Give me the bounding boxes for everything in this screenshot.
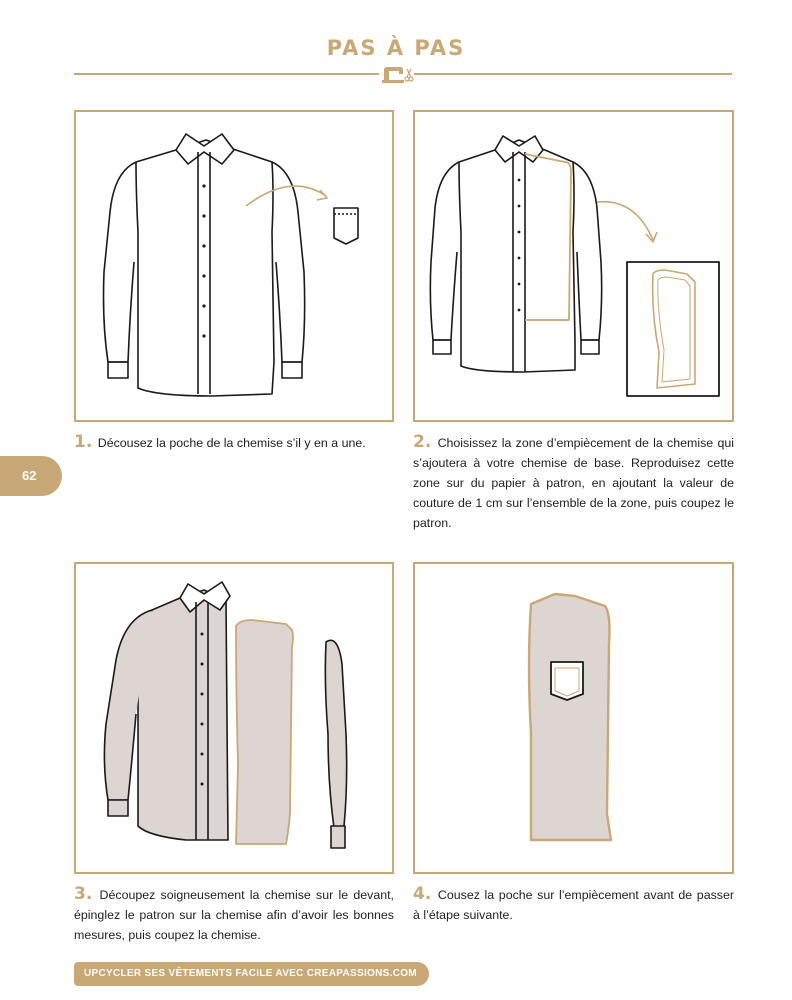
step-text: Choisissez la zone d’empiècement de la chemise qui s’ajoutera à votre chemise de base. Reproduisez cette zone sur du papier à patron, en ajoutant la valeur de couture de 1 cm sur l’ensemble de la zone, puis coupez le patron. [413,436,734,530]
footer-banner: UPCYCLER SES VÊTEMENTS FACILE AVEC CREAPASSIONS.COM [74,962,429,986]
step-number: 4. [413,884,432,904]
title-rule-right [414,73,732,75]
sewing-machine-icon [380,62,414,84]
step-3 [74,884,394,945]
step-text: Décousez la poche de la chemise s’il y en a une. [97,436,366,450]
shirt-drawing [430,136,601,372]
cut-shirt-drawing [104,582,230,840]
shirt-drawing [104,134,305,396]
step-text: Découpez soigneusement la chemise sur le devant, épinglez le patron sur la chemise afin d’avoir les bonnes mesures, puis coupez la chemise. [74,888,394,942]
yoke-with-pocket [529,594,611,840]
illustration-step-2 [413,110,734,422]
step-4 [413,884,734,925]
pattern-frame [627,262,719,396]
step-number: 1. [74,432,93,452]
page-title: PAS À PAS [326,36,466,60]
illustration-step-3 [74,562,394,874]
arrow-icon [597,202,653,240]
title-rule-left [74,73,379,75]
step-2 [413,432,734,533]
step-number: 2. [413,432,432,452]
illustration-step-1 [74,110,394,422]
step-1 [74,432,394,453]
page-number-tab: 62 [0,456,62,496]
step-number: 3. [74,884,93,904]
sleeve-drawing [325,640,346,828]
pattern-piece [653,270,695,388]
scissors-icon [405,69,413,81]
step-text: Cousez la poche sur l’empiècement avant de passer à l’étape suivante. [413,888,734,922]
illustration-step-4 [413,562,734,874]
cut-yoke-piece [236,620,293,844]
